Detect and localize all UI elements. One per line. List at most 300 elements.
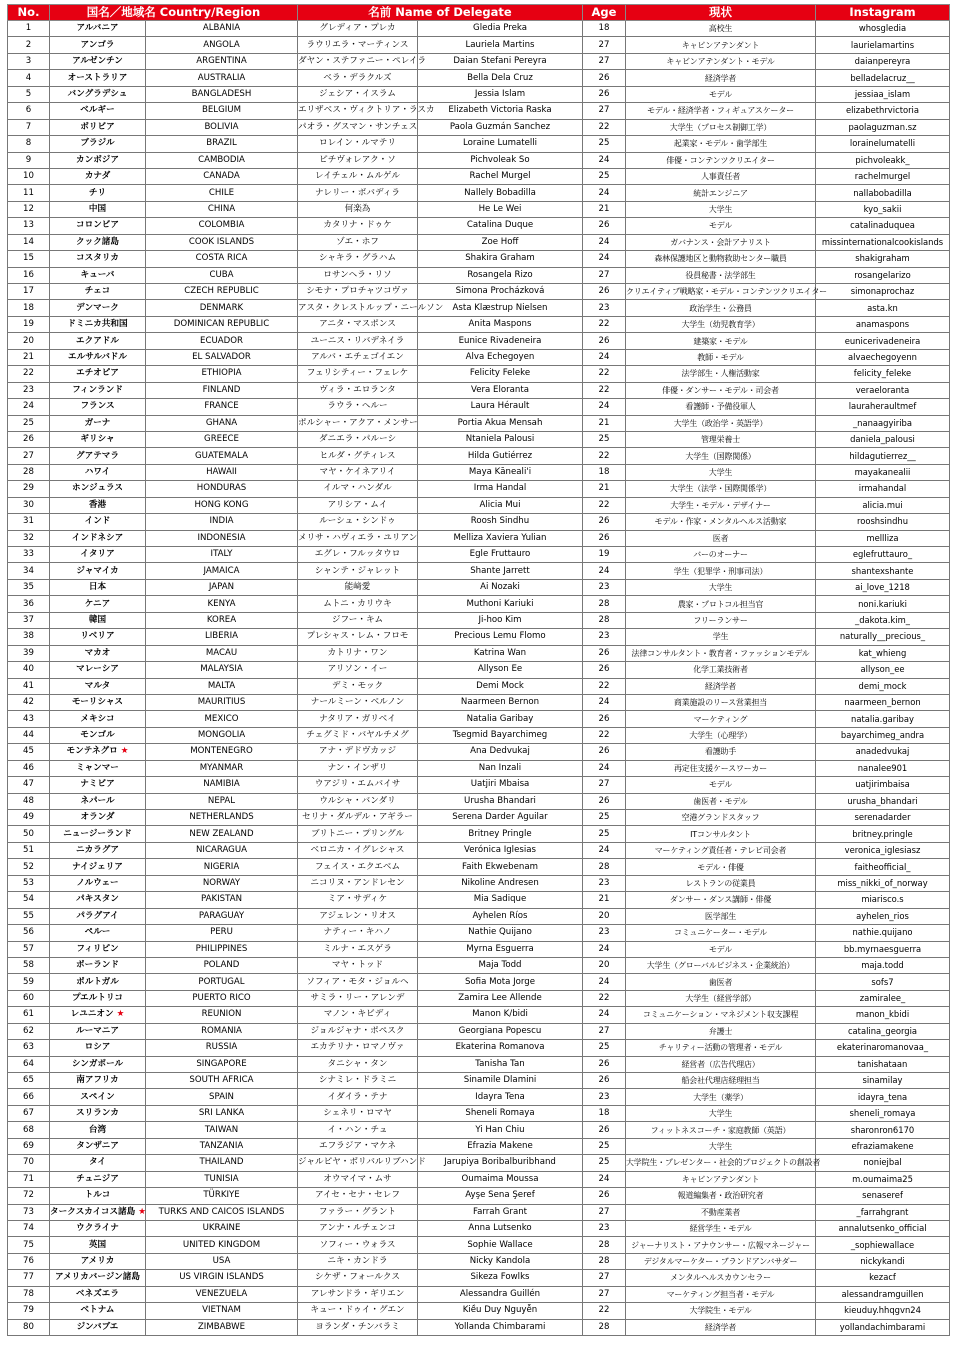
- cell-name-en: [418, 1319, 583, 1335]
- cell-country-en-text: PORTUGAL: [198, 976, 245, 987]
- cell-country-jp: [50, 1220, 146, 1236]
- cell-age: [583, 694, 626, 710]
- cell-status: [626, 366, 816, 382]
- cell-status: [626, 251, 816, 267]
- cell-country-en-text: US VIRGIN ISLANDS: [179, 1272, 264, 1283]
- cell-status-text: 経済学者: [704, 73, 737, 83]
- cell-country-jp: [50, 234, 146, 250]
- cell-name-kana: [298, 974, 418, 990]
- cell-status: [626, 1089, 816, 1105]
- cell-no-text: 74: [23, 1223, 34, 1234]
- cell-name-kana-text: ラウリエラ・マーティンス: [306, 39, 409, 50]
- cell-status-text: 法学部生・人権活動家: [681, 369, 760, 379]
- cell-country-en: [146, 1204, 298, 1220]
- cell-name-kana-text: アニタ・マスポンス: [319, 319, 396, 330]
- cell-age-text: 26: [598, 1058, 610, 1069]
- cell-name-kana-text: セリナ・ダルデル・アギラー: [302, 812, 413, 823]
- cell-no-text: 59: [23, 976, 34, 987]
- cell-country-jp-text: スペイン: [80, 1091, 115, 1102]
- cell-instagram: [816, 629, 950, 645]
- cell-name-en-text: Oumaima Moussa: [461, 1173, 539, 1184]
- table-row: [8, 810, 950, 826]
- cell-age-text: 27: [598, 39, 610, 50]
- cell-status: [626, 744, 816, 760]
- cell-status-text: 大学生（政治学・英語学）: [673, 418, 768, 428]
- cell-instagram-text: shantexshante: [851, 565, 914, 576]
- table-row: [8, 925, 950, 941]
- cell-country-en: [146, 234, 298, 250]
- cell-no: [8, 185, 50, 201]
- cell-status-text: 弁護士: [708, 1026, 733, 1036]
- cell-age: [583, 201, 626, 217]
- cell-no: [8, 316, 50, 332]
- cell-instagram: [816, 1171, 950, 1187]
- table-row: [8, 547, 950, 563]
- cell-no: [8, 612, 50, 628]
- table-row: [8, 1105, 950, 1121]
- cell-age: [583, 662, 626, 678]
- cell-instagram-text: jessiaa_islam: [854, 88, 911, 99]
- cell-age-text: 26: [598, 220, 610, 231]
- cell-name-kana-text: サミラ・リー・アレンデ: [310, 993, 405, 1004]
- cell-country-en: [146, 957, 298, 973]
- cell-country-en: [146, 1138, 298, 1154]
- cell-status: [626, 415, 816, 431]
- cell-status: [626, 1171, 816, 1187]
- cell-name-en-text: Catalina Duque: [466, 220, 534, 231]
- cell-age-text: 20: [598, 910, 610, 921]
- table-row: [8, 990, 950, 1006]
- cell-name-en-text: Melliza Xaviera Yulian: [453, 532, 547, 543]
- cell-country-jp-text: コロンビア: [76, 220, 119, 231]
- cell-status: [626, 793, 816, 809]
- cell-age-text: 24: [598, 976, 610, 987]
- cell-instagram-text: daniela_palousi: [850, 434, 915, 445]
- cell-name-en-text: Sikeza Fowlks: [470, 1272, 530, 1283]
- cell-name-en-text: Jessia Islam: [474, 88, 526, 99]
- table-row: [8, 1303, 950, 1319]
- cell-country-jp-text: フィリピン: [76, 943, 119, 954]
- cell-instagram-text: pichvoleakk_: [855, 154, 910, 165]
- cell-country-en: [146, 251, 298, 267]
- cell-name-kana-text: ラウラ・ヘルー: [327, 401, 388, 412]
- cell-no: [8, 842, 50, 858]
- cell-age-text: 26: [598, 286, 610, 297]
- cell-country-en: [146, 842, 298, 858]
- cell-age-text: 18: [598, 467, 610, 478]
- cell-country-jp-text: コスタリカ: [76, 253, 119, 264]
- cell-name-en: [418, 760, 583, 776]
- cell-no: [8, 1040, 50, 1056]
- cell-instagram-text: whosgledia: [858, 23, 907, 34]
- cell-instagram-text: kat_whieng: [858, 647, 907, 658]
- cell-name-en-text: Efrazia Makene: [467, 1140, 533, 1151]
- cell-status-text: 役員秘書・法学部生: [685, 270, 756, 280]
- cell-instagram-text: sheneli_romaya: [849, 1108, 916, 1119]
- cell-status-text: 高校生: [708, 24, 733, 34]
- cell-age: [583, 596, 626, 612]
- cell-age: [583, 481, 626, 497]
- cell-age: [583, 1188, 626, 1204]
- cell-country-en: [146, 925, 298, 941]
- cell-name-en-text: Nicky Kandola: [469, 1256, 531, 1267]
- cell-country-en: [146, 645, 298, 661]
- table-row: [8, 645, 950, 661]
- cell-status-text: デジタルマーケター・ブランドアンバサダー: [643, 1257, 798, 1267]
- cell-name-kana-text: デミ・モック: [331, 680, 384, 691]
- cell-name-kana: [298, 579, 418, 595]
- cell-age: [583, 1204, 626, 1220]
- cell-no-text: 16: [23, 269, 34, 280]
- cell-age-text: 18: [598, 1108, 610, 1119]
- cell-name-en-text: Nan Inzali: [478, 762, 522, 773]
- cell-instagram: [816, 1188, 950, 1204]
- cell-no-text: 28: [23, 467, 34, 478]
- cell-country-jp: [50, 1138, 146, 1154]
- cell-name-kana: [298, 218, 418, 234]
- cell-instagram: [816, 579, 950, 595]
- cell-instagram-text: paolaguzman.sz: [848, 121, 917, 132]
- cell-country-jp-text: ドミニカ共和国: [67, 319, 128, 330]
- cell-age-text: 24: [598, 253, 610, 264]
- cell-country-en: [146, 596, 298, 612]
- cell-country-en-text: SINGAPORE: [196, 1058, 247, 1069]
- cell-age-text: 27: [598, 1288, 610, 1299]
- cell-country-jp-text: ブラジル: [80, 138, 115, 149]
- cell-name-en-text: Myrna Esguerra: [466, 943, 534, 954]
- cell-country-jp: [50, 349, 146, 365]
- cell-instagram-text: asta.kn: [867, 302, 898, 313]
- cell-no: [8, 1089, 50, 1105]
- cell-no: [8, 678, 50, 694]
- cell-name-en-text: Vera Eloranta: [471, 384, 529, 395]
- cell-age: [583, 316, 626, 332]
- table-row: [8, 70, 950, 86]
- table-row: [8, 596, 950, 612]
- cell-country-en: [146, 1073, 298, 1089]
- cell-name-kana: [298, 744, 418, 760]
- cell-name-kana-text: 何楽為: [344, 204, 371, 215]
- cell-country-en: [146, 37, 298, 53]
- cell-country-jp-text: ガーナ: [84, 417, 111, 428]
- cell-country-en: [146, 1056, 298, 1072]
- cell-status-text: 大学生: [708, 1141, 733, 1151]
- cell-age-text: 25: [598, 812, 610, 823]
- cell-status: [626, 826, 816, 842]
- cell-no-text: 26: [23, 434, 34, 445]
- cell-age-text: 24: [598, 845, 610, 856]
- cell-instagram: [816, 563, 950, 579]
- cell-name-en-text: Loraine Lumatelli: [462, 138, 538, 149]
- cell-name-kana: [298, 349, 418, 365]
- cell-name-kana: [298, 366, 418, 382]
- cell-country-en-text: ECUADOR: [200, 335, 243, 346]
- cell-status: [626, 300, 816, 316]
- cell-name-en-text: Sofia Mota Jorge: [464, 976, 536, 987]
- cell-name-en-text: Jarupiya Boribalburibhand: [444, 1157, 556, 1168]
- cell-instagram-text: felicity_feleke: [853, 368, 912, 379]
- cell-no: [8, 1319, 50, 1335]
- cell-country-jp-text: ペルー: [84, 927, 111, 938]
- table-row: [8, 612, 950, 628]
- cell-name-kana: [298, 925, 418, 941]
- cell-name-en-text: Tsegmid Bayarchimeg: [452, 730, 548, 741]
- cell-age-text: 23: [598, 1091, 610, 1102]
- cell-instagram: [816, 925, 950, 941]
- cell-country-jp: [50, 21, 146, 37]
- cell-instagram-text: faitheofficial_: [854, 861, 911, 872]
- cell-age: [583, 136, 626, 152]
- cell-instagram-text: noni.kariuki: [858, 598, 907, 609]
- cell-name-kana-text: ナレリー・ボバディラ: [314, 187, 401, 198]
- cell-no-text: 36: [23, 598, 34, 609]
- cell-country-jp-text: モンゴル: [80, 730, 115, 741]
- cell-no-text: 53: [23, 877, 34, 888]
- cell-name-en-text: Elizabeth Victoria Raska: [448, 105, 552, 116]
- cell-name-en-text: Irma Handal: [473, 483, 527, 494]
- cell-country-jp: [50, 464, 146, 480]
- cell-name-en: [418, 645, 583, 661]
- cell-status-text: 俳優・ダンサー・モデル・司会者: [662, 385, 779, 395]
- cell-name-kana: [298, 21, 418, 37]
- cell-no: [8, 629, 50, 645]
- cell-instagram: [816, 218, 950, 234]
- cell-name-kana: [298, 267, 418, 283]
- cell-instagram: [816, 514, 950, 530]
- cell-country-jp: [50, 119, 146, 135]
- cell-name-en-text: Felicity Feleke: [469, 368, 531, 379]
- cell-name-en-text: Ji-hoo Kim: [478, 614, 522, 625]
- cell-country-en-text: INDONESIA: [197, 532, 246, 543]
- cell-name-kana: [298, 678, 418, 694]
- cell-no: [8, 645, 50, 661]
- cell-status-text: バーのオーナー: [693, 550, 748, 560]
- cell-country-jp-text: タンザニア: [76, 1140, 119, 1151]
- cell-age: [583, 218, 626, 234]
- cell-status-text: 人事責任者: [701, 172, 740, 182]
- cell-status: [626, 21, 816, 37]
- cell-country-jp: [50, 1007, 146, 1023]
- cell-age-text: 22: [598, 368, 610, 379]
- cell-name-kana-text: アナ・デドヴカッジ: [318, 746, 397, 757]
- cell-instagram: [816, 875, 950, 891]
- cell-name-en-text: Egle Fruttauro: [469, 549, 531, 560]
- cell-age-text: 21: [598, 204, 610, 215]
- cell-name-en: [418, 678, 583, 694]
- cell-no: [8, 1122, 50, 1138]
- header-country: 国名／地域名 Country/Region: [50, 5, 298, 21]
- cell-no-text: 57: [23, 943, 34, 954]
- cell-country-en: [146, 1171, 298, 1187]
- cell-country-jp-text: ハワイ: [84, 467, 111, 478]
- cell-instagram: [816, 990, 950, 1006]
- cell-name-kana: [298, 168, 418, 184]
- cell-name-kana: [298, 1303, 418, 1319]
- cell-status-text: 俳優・コンテンツクリエイター: [666, 155, 775, 165]
- cell-name-en: [418, 547, 583, 563]
- cell-age-text: 22: [598, 499, 610, 510]
- cell-name-kana-text: ヒルダ・グティレス: [319, 450, 396, 461]
- new-entry-star-icon: ★: [138, 1206, 146, 1217]
- cell-age: [583, 1155, 626, 1171]
- cell-status: [626, 267, 816, 283]
- cell-age-text: 24: [598, 236, 610, 247]
- cell-status: [626, 497, 816, 513]
- cell-instagram: [816, 349, 950, 365]
- cell-no-text: 22: [23, 368, 34, 379]
- cell-name-en: [418, 629, 583, 645]
- cell-age: [583, 514, 626, 530]
- cell-status: [626, 530, 816, 546]
- cell-name-kana: [298, 185, 418, 201]
- cell-country-en-text: ROMANIA: [201, 1025, 242, 1036]
- cell-status-text: 大学生（心理学）: [689, 731, 752, 741]
- cell-country-jp-text: フィンランド: [72, 384, 123, 395]
- cell-age: [583, 267, 626, 283]
- cell-name-en: [418, 218, 583, 234]
- cell-country-en-text: UNITED KINGDOM: [182, 1239, 261, 1250]
- cell-name-kana: [298, 333, 418, 349]
- cell-country-en: [146, 1188, 298, 1204]
- cell-no: [8, 777, 50, 793]
- cell-country-jp-text: キューバ: [80, 269, 115, 280]
- cell-country-en-text: EL SALVADOR: [192, 351, 251, 362]
- cell-status: [626, 1040, 816, 1056]
- cell-instagram: [816, 1220, 950, 1236]
- cell-country-jp-text: イタリア: [80, 549, 115, 560]
- cell-age: [583, 760, 626, 776]
- cell-instagram-text: tanishataan: [857, 1058, 908, 1069]
- cell-instagram: [816, 382, 950, 398]
- cell-country-en-text: CHILE: [208, 187, 235, 198]
- cell-country-jp-text: プエルトリコ: [72, 993, 123, 1004]
- cell-no: [8, 1007, 50, 1023]
- cell-country-jp-text: マレーシア: [76, 664, 119, 675]
- cell-instagram-text: uatjirimbaisa: [855, 779, 910, 790]
- cell-name-en: [418, 201, 583, 217]
- cell-status-text: 大学生（幼児教育学）: [681, 320, 760, 330]
- cell-name-kana: [298, 1089, 418, 1105]
- cell-instagram: [816, 662, 950, 678]
- cell-country-en-text: AUSTRALIA: [197, 72, 246, 83]
- cell-country-jp-text: ジャマイカ: [76, 565, 119, 576]
- cell-name-kana-text: シケザ・フォールクス: [315, 1272, 400, 1283]
- cell-no-text: 77: [23, 1272, 34, 1283]
- table-row: [8, 1040, 950, 1056]
- cell-instagram-text: nathie.quijano: [852, 927, 913, 938]
- cell-name-en-text: Sinamile Dlamini: [463, 1075, 537, 1086]
- cell-instagram-text: kezacf: [869, 1272, 896, 1283]
- cell-status-text: 看護助手: [704, 747, 737, 757]
- cell-no-text: 3: [25, 56, 32, 67]
- cell-country-en-text: BOLIVIA: [204, 121, 239, 132]
- cell-country-en-text: JAMAICA: [203, 565, 240, 576]
- cell-status: [626, 925, 816, 941]
- cell-instagram: [816, 1122, 950, 1138]
- cell-name-kana: [298, 908, 418, 924]
- cell-instagram-text: serenadarder: [854, 812, 911, 823]
- cell-status-text: 医者: [712, 533, 729, 543]
- cell-country-en-text: MYANMAR: [199, 762, 244, 773]
- cell-name-kana: [298, 1237, 418, 1253]
- cell-name-kana-text: ジフー・キム: [331, 614, 384, 625]
- cell-name-en: [418, 1220, 583, 1236]
- cell-country-jp: [50, 103, 146, 119]
- cell-name-en-text: Maja Todd: [478, 960, 522, 971]
- cell-no-text: 29: [23, 483, 34, 494]
- cell-no-text: 68: [23, 1124, 34, 1135]
- cell-country-en: [146, 1303, 298, 1319]
- cell-name-en-text: Britney Pringle: [468, 828, 532, 839]
- cell-name-kana: [298, 859, 418, 875]
- cell-name-en-text: Anna Lutsenko: [468, 1223, 532, 1234]
- cell-name-kana: [298, 53, 427, 69]
- cell-name-en-text: Anita Maspons: [468, 319, 532, 330]
- cell-name-en: [418, 185, 583, 201]
- cell-age-text: 20: [598, 960, 610, 971]
- cell-no: [8, 349, 50, 365]
- cell-country-en-text: NIGERIA: [203, 861, 240, 872]
- cell-age-text: 18: [598, 23, 610, 34]
- cell-country-en-text: MEXICO: [204, 713, 239, 724]
- cell-age-text: 28: [598, 1321, 610, 1332]
- cell-instagram: [816, 415, 950, 431]
- cell-status: [626, 70, 816, 86]
- cell-no-text: 35: [23, 582, 34, 593]
- cell-country-jp-text: エチオピア: [76, 368, 119, 379]
- cell-country-en-text: REUNION: [201, 1009, 242, 1020]
- cell-country-en-text: HONDURAS: [196, 483, 247, 494]
- cell-age-text: 26: [598, 1124, 610, 1135]
- cell-country-en-text: DOMINICAN REPUBLIC: [173, 319, 270, 330]
- cell-no: [8, 530, 50, 546]
- cell-name-kana-text: ベロニカ・イグレシャス: [310, 845, 405, 856]
- cell-country-en-text: CUBA: [209, 269, 234, 280]
- table-row: [8, 1122, 950, 1138]
- cell-name-en: [418, 1105, 583, 1121]
- cell-no-text: 2: [25, 39, 32, 50]
- cell-name-en: [418, 316, 583, 332]
- cell-status: [626, 168, 816, 184]
- cell-name-en: [418, 1122, 583, 1138]
- cell-instagram-text: senaseref: [862, 1190, 903, 1201]
- cell-country-jp: [50, 810, 146, 826]
- cell-no: [8, 810, 50, 826]
- cell-instagram-text: nallabobadilla: [853, 187, 912, 198]
- cell-name-kana: [298, 284, 418, 300]
- cell-name-kana-text: ダヤン・ステファニー・ペレイラ: [298, 56, 427, 67]
- cell-age: [583, 810, 626, 826]
- cell-instagram-text: mellliza: [866, 532, 899, 543]
- cell-name-en-text: Farrah Grant: [472, 1206, 528, 1217]
- table-row: [8, 464, 950, 480]
- cell-status-text: ダンサー・ダンス講師・俳優: [669, 895, 772, 905]
- cell-no-text: 65: [23, 1075, 34, 1086]
- cell-name-kana-text: カトリナ・ワン: [327, 647, 388, 658]
- cell-name-kana-text: アスタ・クレストルップ・ニールソン: [298, 302, 444, 313]
- cell-country-jp: [50, 925, 146, 941]
- cell-age-text: 23: [598, 1223, 610, 1234]
- cell-instagram: [816, 793, 950, 809]
- cell-status-text: キャビンアテンダント: [681, 40, 760, 50]
- table-row: [8, 859, 950, 875]
- cell-no-text: 62: [23, 1025, 34, 1036]
- table-row: [8, 251, 950, 267]
- cell-country-en-text: ITALY: [210, 549, 233, 560]
- cell-country-en: [146, 760, 298, 776]
- cell-country-jp: [50, 1303, 146, 1319]
- cell-age: [583, 185, 626, 201]
